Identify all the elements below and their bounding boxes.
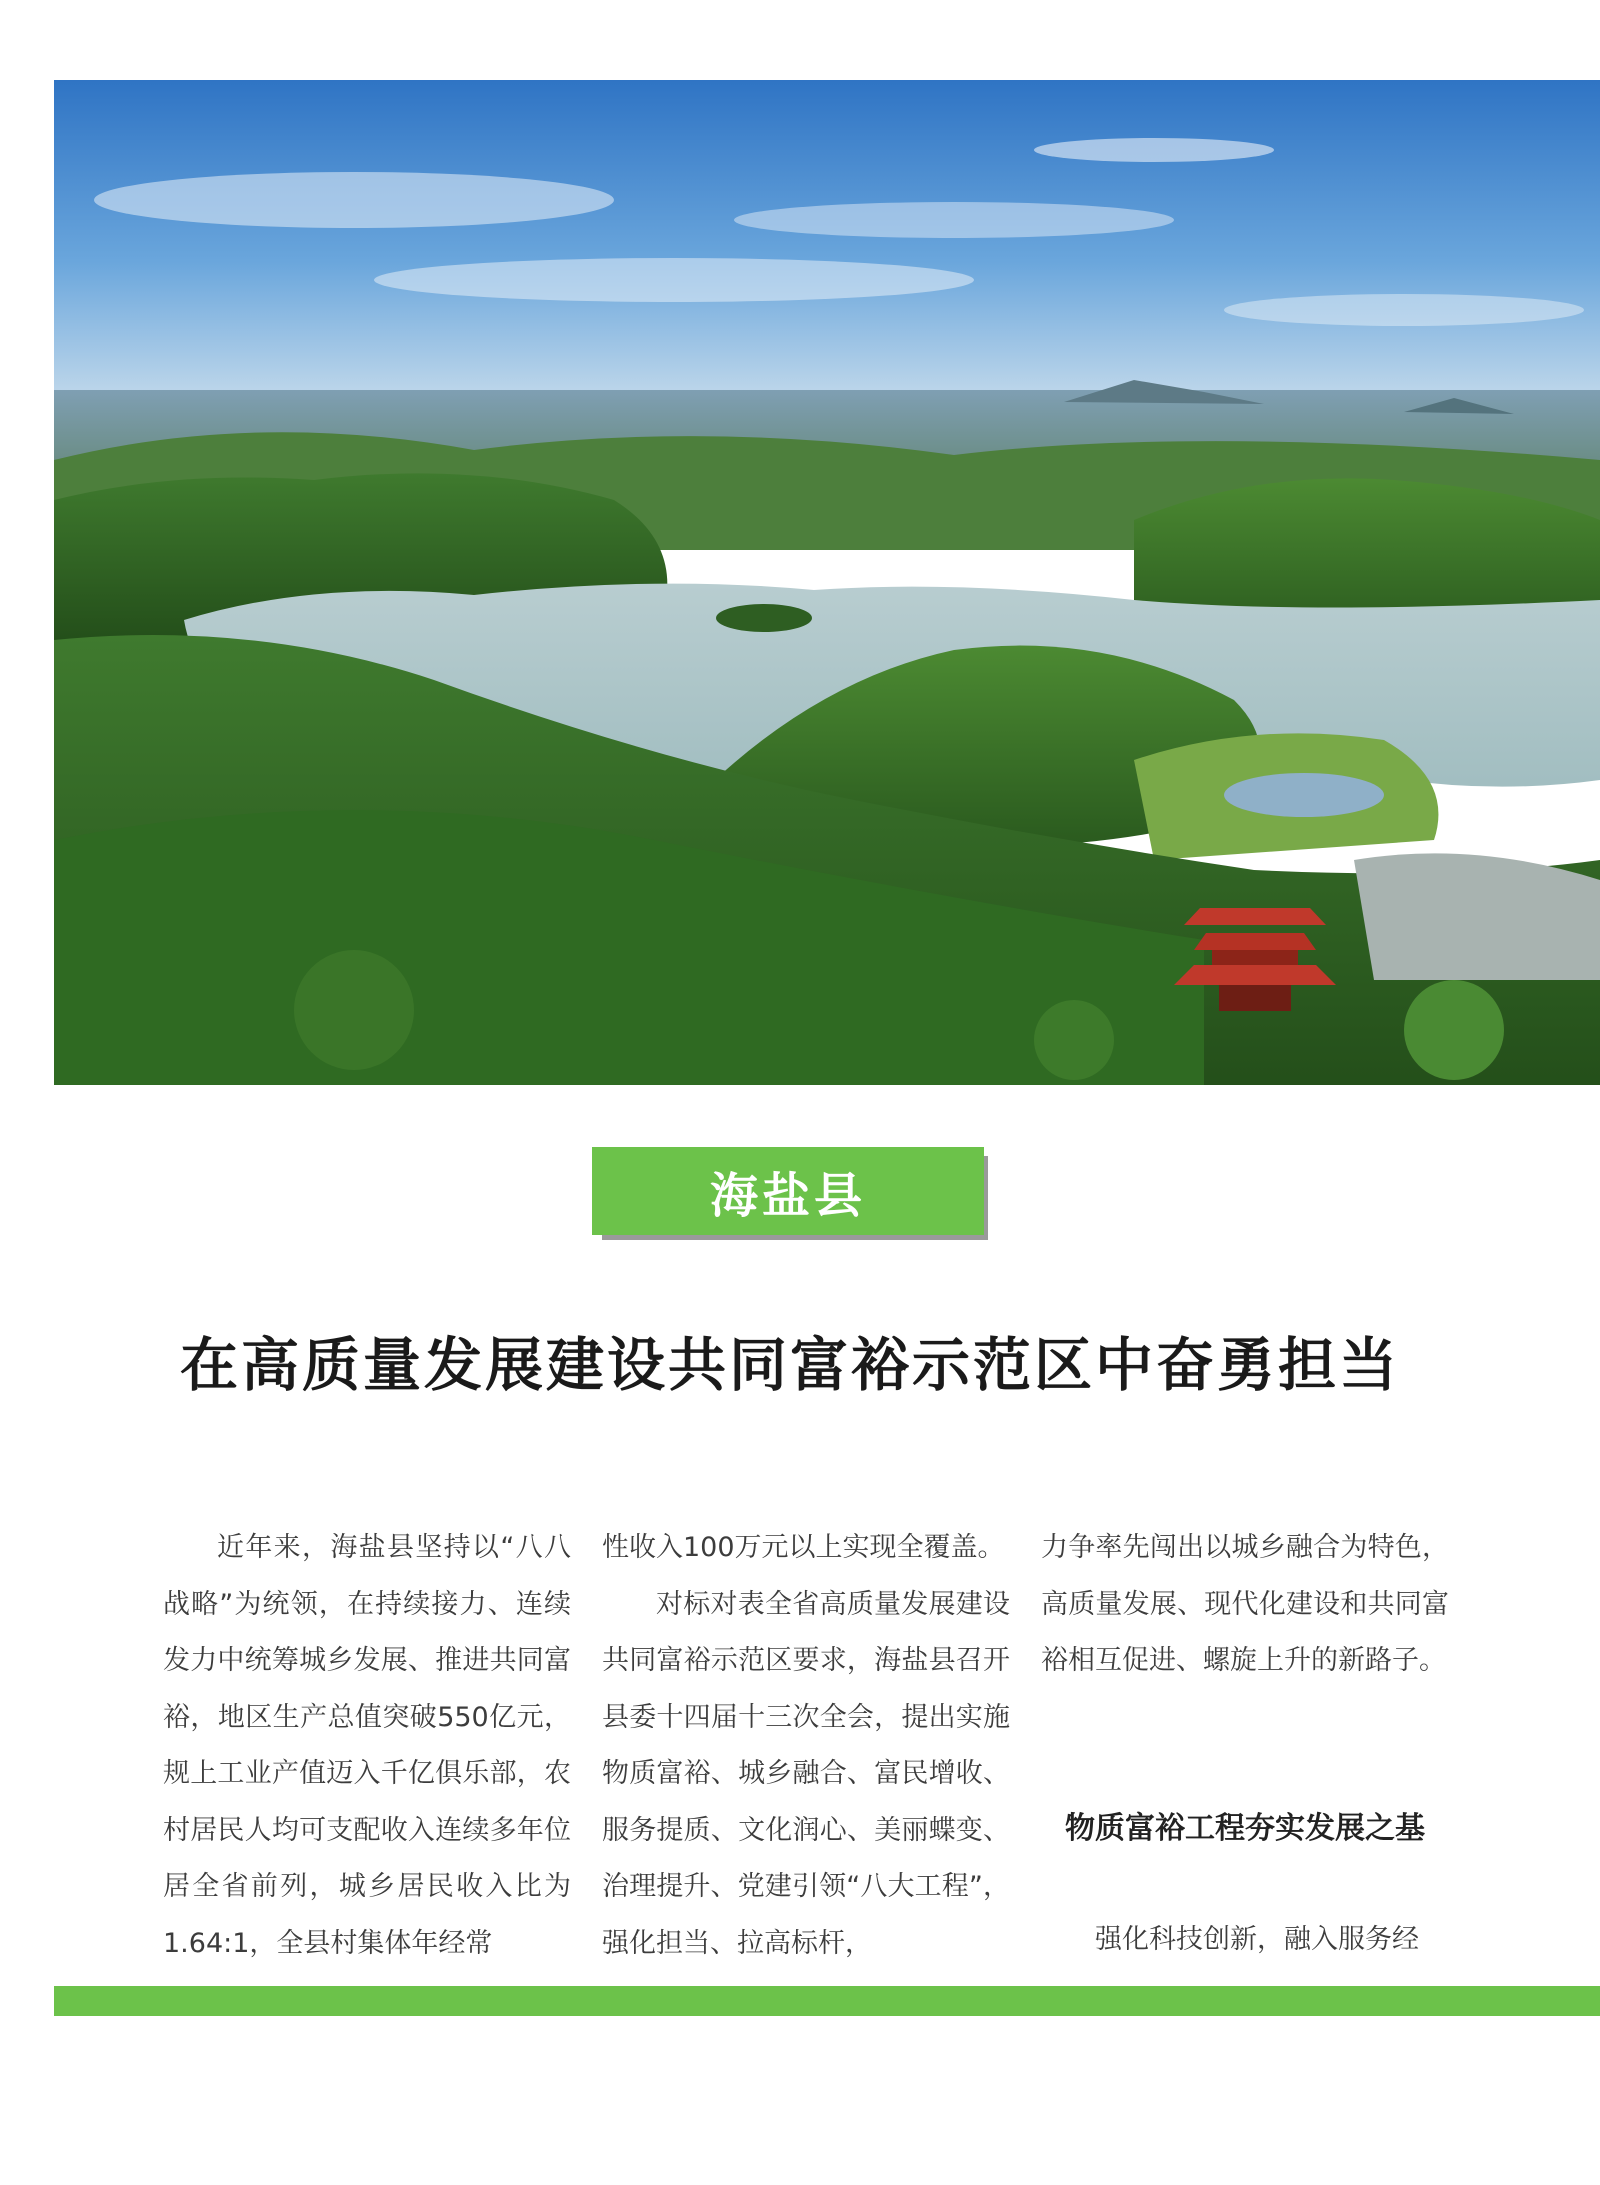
article-column-3 [1041,1520,1449,1690]
paragraph-benchmark-continued: 力争率先闯出以城乡融合为特色，高质量发展、现代化建设和共同富裕相互促进、螺旋上升的新路子。 [1041,1532,1449,1676]
article-column-2 [602,1520,1010,1972]
paragraph-benchmark: 对标对表全省高质量发展建设共同富裕示范区要求，海盐县召开县委十四届十三次全会，提出实施物质富裕、城乡融合、富民增收、服务提质、文化润心、美丽蝶变、治理提升、党建引领“八大工程”，强化担当、拉高标杆， [602,1588,1010,1959]
section-subheading: 物质富裕工程夯实发展之基 [1065,1811,1425,1846]
aerial-landscape-illustration [54,80,1600,1085]
paragraph-tech-innovation: 强化科技创新，融入服务经 [1095,1924,1419,1955]
county-name: 海盐县 [709,1167,866,1224]
paragraph-intro: 近年来，海盐县坚持以“八八战略”为统领，在持续接力、连续发力中统筹城乡发展、推进共同富裕，地区生产总值突破550亿元，规上工业产值迈入千亿俱乐部，农村居民人均可支配收入连续多年位居全省前列，城乡居民收入比为1.64:1，全县村集体年经常 [163,1532,571,1959]
article-column-1 [163,1520,571,1972]
county-tag [592,1147,984,1235]
paragraph-intro-continued: 性收入100万元以上实现全覆盖。 [602,1532,1005,1563]
article-column-3-section [1041,1912,1449,1969]
article-headline: 在高质量发展建设共同富裕示范区中奋勇担当 [179,1331,1400,1399]
aerial-landscape-photo [54,80,1600,1085]
bottom-accent-bar [54,1986,1600,2016]
